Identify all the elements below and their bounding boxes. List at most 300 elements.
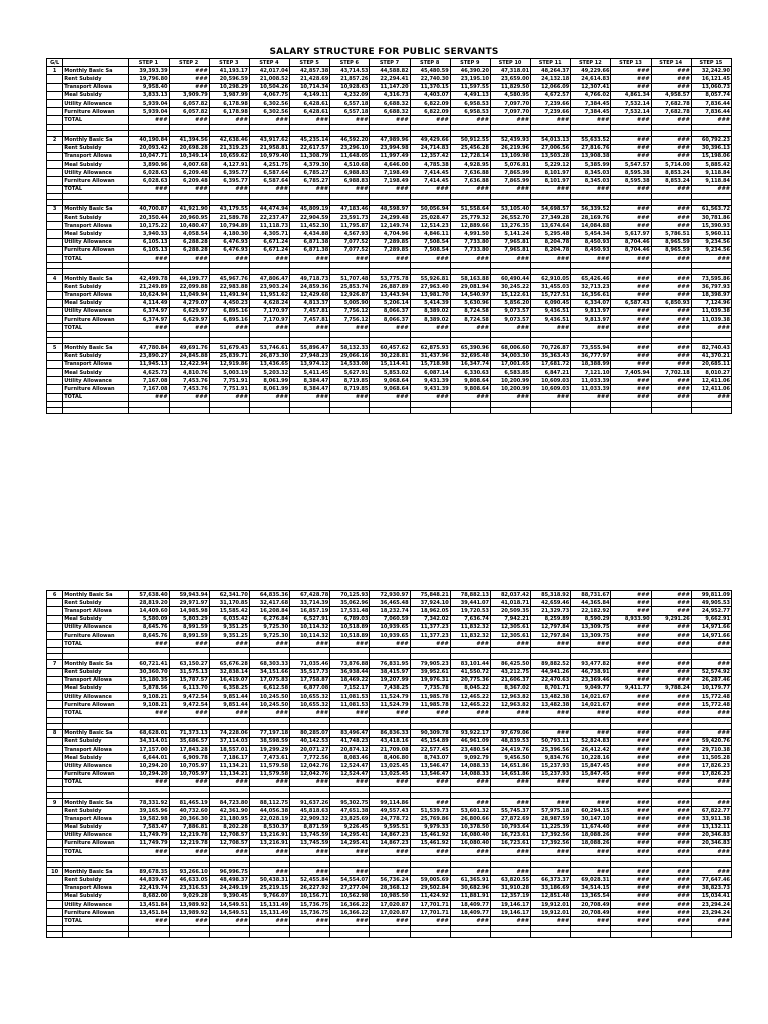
value-cell: 8,066.37 [370, 316, 410, 324]
value-cell: 11,424.92 [410, 892, 450, 900]
value-cell: 42,017.04 [249, 67, 289, 75]
value-cell: 4,785.38 [410, 161, 450, 169]
value-cell: 7,384.45 [571, 99, 611, 107]
row-label: Meal Subsidy [63, 299, 129, 307]
value-cell: 11,039.38 [691, 316, 731, 324]
value-cell: ### [490, 324, 530, 332]
value-cell: 13,436.65 [249, 360, 289, 368]
value-cell: 26,287.46 [691, 676, 731, 684]
blank-cell [490, 407, 530, 413]
value-cell: 7,186.17 [209, 754, 249, 762]
value-cell: ### [209, 709, 249, 717]
value-cell: 9,226.45 [330, 823, 370, 831]
value-cell: 6,057.82 [169, 108, 209, 116]
value-cell: 76,831.95 [370, 660, 410, 668]
value-cell: 29,971.97 [169, 599, 209, 607]
value-cell: 13,451.84 [129, 901, 169, 909]
value-cell: ### [611, 693, 651, 701]
value-cell: 33,186.69 [531, 884, 571, 892]
grade-level-cell [47, 676, 63, 684]
value-cell: 9,851.44 [209, 693, 249, 701]
grade-level-cell [47, 238, 63, 246]
value-cell: ### [611, 668, 651, 676]
value-cell: 6,958.53 [450, 99, 490, 107]
value-cell: 24,778.72 [370, 815, 410, 823]
value-cell: ### [410, 709, 450, 717]
value-cell: ### [571, 324, 611, 332]
value-cell: 60,294.15 [571, 807, 611, 815]
value-cell: 12,429.68 [290, 291, 330, 299]
value-cell: 31,170.85 [209, 599, 249, 607]
value-cell: 10,378.50 [450, 823, 490, 831]
value-cell: 6,358.25 [209, 684, 249, 692]
value-cell: ### [290, 254, 330, 262]
value-cell: 47,183.46 [330, 205, 370, 213]
value-cell: 8,345.03 [571, 177, 611, 185]
value-cell: 7,508.54 [410, 238, 450, 246]
value-cell: 9,073.57 [490, 316, 530, 324]
value-cell: 11,491.94 [209, 291, 249, 299]
value-cell: ### [651, 75, 691, 83]
table-row [47, 762, 732, 770]
value-cell: 23,316.53 [169, 884, 209, 892]
value-cell: ### [370, 917, 410, 925]
value-cell: 6,557.18 [330, 108, 370, 116]
grade-level-cell: 3 [47, 205, 63, 213]
value-cell: 17,075.83 [249, 676, 289, 684]
value-cell: 6,113.70 [169, 684, 209, 692]
value-cell: 4,180.30 [209, 230, 249, 238]
table-row [47, 377, 732, 385]
value-cell: ### [249, 640, 289, 648]
row-label: Meal Subsidy [63, 892, 129, 900]
value-cell: 22,028.19 [249, 815, 289, 823]
value-cell: 9,029.28 [169, 892, 209, 900]
value-cell: 6,895.16 [209, 307, 249, 315]
column-header: STEP 2 [169, 59, 209, 67]
value-cell: ### [531, 729, 571, 737]
grade-level-cell [47, 316, 63, 324]
value-cell: 10,156.71 [290, 892, 330, 900]
value-cell: 21,008.52 [249, 75, 289, 83]
value-cell: 22,419.74 [129, 884, 169, 892]
value-cell: 9,068.64 [370, 377, 410, 385]
blank-cell [63, 931, 129, 937]
value-cell: 24,249.19 [209, 884, 249, 892]
value-cell: ### [571, 798, 611, 806]
column-header: STEP 11 [531, 59, 571, 67]
value-cell: ### [611, 344, 651, 352]
value-cell: 11,749.79 [129, 839, 169, 847]
grade-level-cell [47, 169, 63, 177]
value-cell: ### [169, 116, 209, 124]
value-cell: 67,822.77 [691, 807, 731, 815]
grade-level-cell [47, 623, 63, 631]
value-cell: ### [611, 152, 651, 160]
value-cell: 27,816.76 [571, 144, 611, 152]
value-cell: 11,951.62 [249, 291, 289, 299]
value-cell: 23,296.10 [330, 144, 370, 152]
value-cell: ### [209, 324, 249, 332]
value-cell: 15,180.35 [129, 676, 169, 684]
value-cell: 8,991.59 [169, 623, 209, 631]
row-label: Rent Subsidy [63, 214, 129, 222]
value-cell: ### [611, 660, 651, 668]
value-cell: 4,646.00 [370, 161, 410, 169]
blank-cell [691, 931, 731, 937]
grade-level-cell: 2 [47, 136, 63, 144]
value-cell: 5,411.45 [290, 369, 330, 377]
value-cell: 11,118.73 [249, 222, 289, 230]
value-cell: 7,077.52 [330, 238, 370, 246]
row-label: Rent Subsidy [63, 876, 129, 884]
value-cell: ### [691, 116, 731, 124]
value-cell: ### [169, 67, 209, 75]
grade-level-cell [47, 884, 63, 892]
value-cell: 9,108.21 [129, 701, 169, 709]
value-cell: 4,928.95 [450, 161, 490, 169]
value-cell: 6,557.18 [330, 99, 370, 107]
blank-cell [129, 931, 169, 937]
grade-level-cell [47, 360, 63, 368]
table-row [47, 275, 732, 283]
grade-level-cell [47, 746, 63, 754]
value-cell: 23,659.00 [490, 75, 530, 83]
value-cell: 31,455.03 [531, 283, 571, 291]
value-cell: 40,732.60 [169, 807, 209, 815]
row-label: Furniture Allowan [63, 839, 129, 847]
total-row [47, 709, 732, 717]
value-cell: 7,097.70 [490, 108, 530, 116]
value-cell: 6,583.85 [490, 369, 530, 377]
value-cell: ### [611, 848, 651, 856]
blank-cell [330, 931, 370, 937]
value-cell: ### [129, 640, 169, 648]
value-cell: 48,839.53 [490, 737, 530, 745]
value-cell: ### [651, 214, 691, 222]
row-label: Furniture Allowan [63, 909, 129, 917]
value-cell: 11,524.79 [370, 701, 410, 709]
value-cell: 8,406.80 [370, 754, 410, 762]
value-cell: ### [651, 901, 691, 909]
value-cell: 17,392.56 [531, 839, 571, 847]
value-cell: 22,983.88 [209, 283, 249, 291]
value-cell: 73,595.86 [691, 275, 731, 283]
value-cell: 12,797.84 [531, 631, 571, 639]
value-cell: 65,426.46 [571, 275, 611, 283]
value-cell: 60,792.23 [691, 136, 731, 144]
value-cell: ### [450, 116, 490, 124]
value-cell: 13,132.11 [691, 823, 731, 831]
value-cell: ### [651, 762, 691, 770]
value-cell: 8,991.59 [169, 631, 209, 639]
table-row [47, 901, 732, 909]
value-cell: 39,393.39 [129, 67, 169, 75]
value-cell: 11,674.40 [571, 823, 611, 831]
value-cell: ### [571, 709, 611, 717]
value-cell: 19,976.31 [410, 676, 450, 684]
value-cell: ### [410, 324, 450, 332]
value-cell: ### [129, 185, 169, 193]
value-cell: 52,574.92 [691, 668, 731, 676]
value-cell: ### [611, 393, 651, 401]
value-cell: ### [651, 668, 691, 676]
value-cell: ### [410, 116, 450, 124]
value-cell: 32,838.14 [209, 668, 249, 676]
value-cell: 7,167.08 [129, 377, 169, 385]
column-header: STEP 4 [249, 59, 289, 67]
value-cell: 44,474.94 [249, 205, 289, 213]
value-cell: 16,080.40 [450, 839, 490, 847]
value-cell: 49,229.66 [571, 67, 611, 75]
value-cell: 65,390.96 [450, 344, 490, 352]
value-cell: ### [450, 848, 490, 856]
value-cell: ### [691, 324, 731, 332]
value-cell: 67,428.78 [290, 591, 330, 599]
value-cell: 4,450.23 [209, 299, 249, 307]
value-cell: 20,708.49 [571, 909, 611, 917]
value-cell: 38,823.73 [691, 884, 731, 892]
value-cell: 7,865.99 [490, 169, 530, 177]
value-cell: 12,305.61 [490, 623, 530, 631]
value-cell: 99,114.86 [370, 798, 410, 806]
value-cell: 6,988.83 [330, 177, 370, 185]
value-cell: ### [611, 360, 651, 368]
value-cell: 60,490.44 [490, 275, 530, 283]
value-cell: ### [651, 815, 691, 823]
value-cell: 6,671.24 [249, 238, 289, 246]
value-cell: ### [490, 640, 530, 648]
value-cell: 5,229.12 [531, 161, 571, 169]
value-cell: ### [370, 640, 410, 648]
value-cell: 15,727.51 [531, 291, 571, 299]
value-cell: ### [611, 631, 651, 639]
column-header: STEP 1 [129, 59, 169, 67]
value-cell: 53,601.32 [450, 807, 490, 815]
value-cell: ### [571, 868, 611, 876]
value-cell: 53,746.61 [249, 344, 289, 352]
grade-level-cell [47, 709, 63, 717]
blank-cell [249, 407, 289, 413]
value-cell: 4,127.91 [209, 161, 249, 169]
value-cell: 10,705.97 [169, 762, 209, 770]
value-cell: 10,939.65 [370, 631, 410, 639]
row-label: Monthly Basic Sa [63, 275, 129, 283]
value-cell: 9,049.77 [571, 684, 611, 692]
value-cell: 19,912.01 [531, 909, 571, 917]
value-cell: ### [490, 868, 530, 876]
value-cell: 5,454.34 [571, 230, 611, 238]
value-cell: ### [450, 778, 490, 786]
value-cell: ### [490, 917, 530, 925]
value-cell: 5,803.29 [169, 615, 209, 623]
grade-level-cell: 10 [47, 868, 63, 876]
value-cell: 8,965.59 [651, 246, 691, 254]
value-cell: 19,299.29 [249, 746, 289, 754]
value-cell: 17,681.72 [531, 360, 571, 368]
value-cell: 20,093.42 [129, 144, 169, 152]
value-cell: 91,637.26 [290, 798, 330, 806]
value-cell: 44,588.82 [370, 67, 410, 75]
value-cell: ### [611, 254, 651, 262]
value-cell: 4,279.07 [169, 299, 209, 307]
value-cell: 4,846.11 [410, 230, 450, 238]
value-cell: 8,057.74 [691, 91, 731, 99]
row-label: Rent Subsidy [63, 75, 129, 83]
value-cell: 22,237.47 [249, 214, 289, 222]
value-cell: 11,579.58 [249, 762, 289, 770]
value-cell: 77,197.18 [249, 729, 289, 737]
value-cell: 8,743.07 [410, 754, 450, 762]
value-cell: 69,028.31 [571, 876, 611, 884]
value-cell: ### [651, 83, 691, 91]
grade-level-cell [47, 369, 63, 377]
value-cell: 6,822.09 [410, 108, 450, 116]
value-cell: 11,985.78 [410, 693, 450, 701]
grade-level-cell [47, 807, 63, 815]
value-cell: 78,882.13 [450, 591, 490, 599]
value-cell: 26,219.96 [490, 144, 530, 152]
value-cell: ### [611, 377, 651, 385]
value-cell: ### [651, 254, 691, 262]
value-cell: 43,917.62 [249, 136, 289, 144]
value-cell: 7,152.17 [330, 684, 370, 692]
value-cell: 71,035.46 [290, 660, 330, 668]
value-cell: 51,539.73 [410, 807, 450, 815]
value-cell: 33,714.39 [290, 599, 330, 607]
header-row [47, 59, 732, 67]
table-row [47, 701, 732, 709]
value-cell: 19,720.53 [450, 607, 490, 615]
value-cell: 7,702.18 [651, 369, 691, 377]
value-cell: 8,389.02 [410, 307, 450, 315]
value-cell: 71,373.13 [169, 729, 209, 737]
value-cell: 10,114.32 [290, 623, 330, 631]
value-cell: ### [651, 599, 691, 607]
value-cell: 6,334.07 [571, 299, 611, 307]
value-cell: 10,985.50 [370, 892, 410, 900]
value-cell: 31,575.13 [169, 668, 209, 676]
value-cell: 16,857.19 [290, 607, 330, 615]
value-cell: 10,228.16 [571, 754, 611, 762]
value-cell: ### [370, 778, 410, 786]
blank-cell [47, 407, 63, 413]
row-label: TOTAL [63, 254, 129, 262]
grade-level-cell [47, 299, 63, 307]
value-cell: ### [450, 709, 490, 717]
value-cell: ### [611, 884, 651, 892]
value-cell: 7,682.78 [651, 99, 691, 107]
value-cell: 46,390.20 [450, 67, 490, 75]
value-cell: 6,587.64 [249, 177, 289, 185]
value-cell: 8,345.03 [571, 169, 611, 177]
value-cell: 46,633.05 [169, 876, 209, 884]
value-cell: 14,540.97 [450, 291, 490, 299]
value-cell: 93,477.82 [571, 660, 611, 668]
value-cell: 78,331.92 [129, 798, 169, 806]
table-row [47, 83, 732, 91]
sheet-title: SALARY STRUCTURE FOR PUBLIC SERVANTS [269, 47, 499, 57]
value-cell: 6,612.58 [249, 684, 289, 692]
value-cell: 4,251.75 [249, 161, 289, 169]
value-cell: 3,940.33 [129, 230, 169, 238]
table-row [47, 823, 732, 831]
grade-level-cell [47, 909, 63, 917]
value-cell: ### [209, 640, 249, 648]
value-cell: ### [209, 917, 249, 925]
value-cell: ### [651, 831, 691, 839]
value-cell: 7,453.76 [169, 377, 209, 385]
value-cell: 6,476.93 [209, 246, 249, 254]
row-label: Transport Allowa [63, 607, 129, 615]
value-cell: 24,299.48 [370, 214, 410, 222]
value-cell: ### [169, 393, 209, 401]
table-row [47, 136, 732, 144]
value-cell: 6,028.63 [129, 177, 169, 185]
value-cell: 9,073.57 [490, 307, 530, 315]
row-label: Rent Subsidy [63, 807, 129, 815]
value-cell: 10,114.32 [290, 631, 330, 639]
salary-table-bottom [46, 590, 732, 938]
value-cell: ### [169, 185, 209, 193]
value-cell: 22,909.32 [290, 815, 330, 823]
grade-level-cell [47, 823, 63, 831]
table-row [47, 344, 732, 352]
value-cell: 12,149.74 [370, 222, 410, 230]
value-cell: 8,389.02 [410, 316, 450, 324]
value-cell: 24,952.77 [691, 607, 731, 615]
total-row [47, 778, 732, 786]
value-cell: 46,738.91 [571, 668, 611, 676]
value-cell: 62,910.05 [531, 275, 571, 283]
value-cell: 11,370.15 [410, 83, 450, 91]
blank-cell [490, 931, 530, 937]
value-cell: 9,390.45 [209, 892, 249, 900]
grade-level-cell [47, 230, 63, 238]
value-cell: 4,510.68 [330, 161, 370, 169]
value-cell: ### [611, 917, 651, 925]
value-cell: 9,725.30 [249, 631, 289, 639]
value-cell: 5,630.96 [450, 299, 490, 307]
value-cell: 55,926.81 [410, 275, 450, 283]
value-cell: 12,524.47 [330, 762, 370, 770]
row-label: TOTAL [63, 778, 129, 786]
value-cell: 21,606.37 [490, 676, 530, 684]
value-cell: ### [290, 709, 330, 717]
table-row [47, 607, 732, 615]
row-label: Rent Subsidy [63, 144, 129, 152]
value-cell: ### [169, 778, 209, 786]
value-cell: 6,395.77 [209, 177, 249, 185]
value-cell: ### [370, 324, 410, 332]
value-cell: 5,385.99 [571, 161, 611, 169]
value-cell: 49,905.53 [691, 599, 731, 607]
value-cell: 10,714.34 [290, 83, 330, 91]
value-cell: ### [651, 709, 691, 717]
value-cell: ### [651, 623, 691, 631]
value-cell: ### [611, 676, 651, 684]
value-cell: 43,179.55 [209, 205, 249, 213]
value-cell: ### [531, 393, 571, 401]
value-cell: 43,212.75 [490, 668, 530, 676]
value-cell: ### [651, 917, 691, 925]
value-cell: ### [651, 352, 691, 360]
table-row [47, 868, 732, 876]
value-cell: 20,960.95 [169, 214, 209, 222]
value-cell: 7,836.44 [691, 99, 731, 107]
value-cell: 4,991.50 [450, 230, 490, 238]
value-cell: ### [651, 275, 691, 283]
